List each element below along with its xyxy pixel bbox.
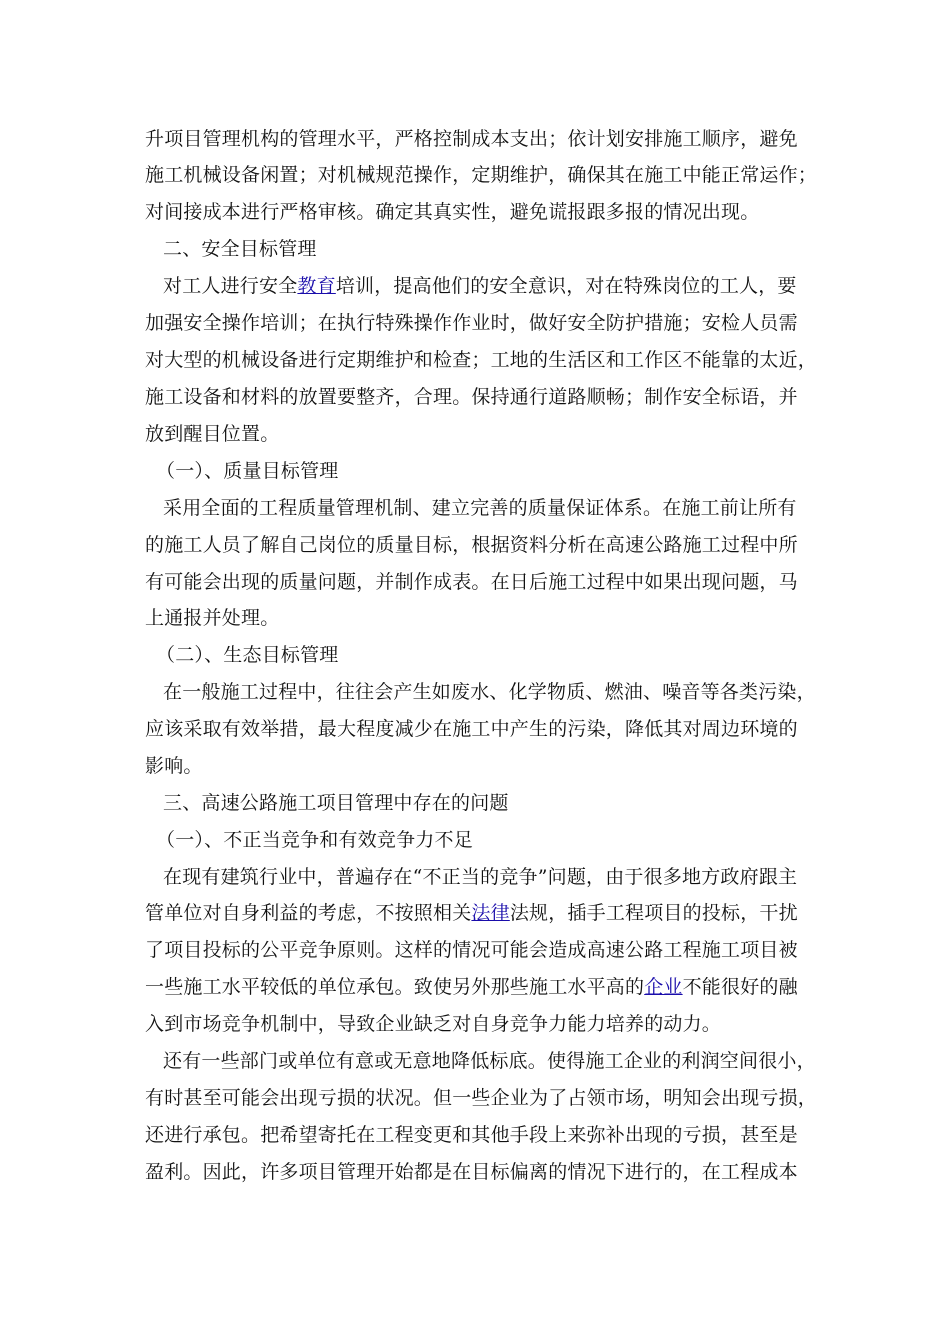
text-line: 施工机械设备闲置；对机械规范操作，定期维护，确保其在施工中能正常运作； xyxy=(145,164,818,186)
text-line xyxy=(145,898,798,925)
text-span: 法规，插手工程项目的投标，干扰 xyxy=(509,902,798,924)
text-line: 了项目投标的公平竞争原则。这样的情况可能会造成高速公路工程施工项目被 xyxy=(145,939,798,961)
text-line: 上通报并处理。 xyxy=(145,607,280,629)
text-span: 不能很好的融 xyxy=(682,976,798,998)
text-line: 施工设备和材料的放置要整齐，合理。保持通行道路顺畅；制作安全标语，并 xyxy=(145,386,798,408)
text-span: 管单位对自身利益的考虑，不按照相关 xyxy=(145,902,472,924)
text-line: 盈利。因此，许多项目管理开始都是在目标偏离的情况下进行的，在工程成本 xyxy=(145,1161,798,1183)
text-line xyxy=(163,271,797,298)
text-line: 对间接成本进行严格审核。确定其真实性，避免谎报跟多报的情况出现。 xyxy=(145,201,760,223)
text-line: 入到市场竞争机制中，导致企业缺乏对自身竞争力能力培养的动力。 xyxy=(145,1013,722,1035)
subsection-heading: （一）、质量目标管理 xyxy=(156,460,339,482)
text-line: 在现有建筑行业中，普遍存在“不正当的竞争”问题，由于很多地方政府跟主 xyxy=(163,866,798,888)
text-line: 还有一些部门或单位有意或无意地降低标底。使得施工企业的利润空间很小， xyxy=(163,1050,816,1072)
text-line: 对大型的机械设备进行定期维护和检查；工地的生活区和工作区不能靠的太近， xyxy=(145,349,818,371)
link-enterprise[interactable]: 企业 xyxy=(644,976,683,998)
text-span: 对工人进行安全 xyxy=(163,275,298,297)
text-line: 采用全面的工程质量管理机制、建立完善的质量保证体系。在施工前让所有 xyxy=(163,497,797,519)
text-line: 升项目管理机构的管理水平，严格控制成本支出；依计划安排施工顺序，避免 xyxy=(145,128,798,150)
text-span: 一些施工水平较低的单位承包。致使另外那些施工水平高的 xyxy=(145,976,645,998)
text-line: 影响。 xyxy=(145,755,203,777)
subsection-heading: （一）、不正当竞争和有效竞争力不足 xyxy=(156,829,473,851)
text-line: 放到醒目位置。 xyxy=(145,423,280,445)
text-line: 有时甚至可能会出现亏损的状况。但一些企业为了占领市场，明知会出现亏损， xyxy=(145,1087,818,1109)
subsection-heading: （二）、生态目标管理 xyxy=(156,644,339,666)
text-line: 在一般施工过程中，往往会产生如废水、化学物质、燃油、噪音等各类污染， xyxy=(163,681,816,703)
text-line: 应该采取有效举措，最大程度减少在施工中产生的污染，降低其对周边环境的 xyxy=(145,718,798,740)
text-span: 培训，提高他们的安全意识，对在特殊岗位的工人，要 xyxy=(335,275,797,297)
text-line: 的施工人员了解自己岗位的质量目标，根据资料分析在高速公路施工过程中所 xyxy=(145,534,798,556)
link-education[interactable]: 教育 xyxy=(297,275,336,297)
link-law[interactable]: 法律 xyxy=(471,902,510,924)
section-heading: 三、高速公路施工项目管理中存在的问题 xyxy=(163,792,509,814)
section-heading: 二、安全目标管理 xyxy=(163,238,317,260)
text-line: 有可能会出现的质量问题，并制作成表。在日后施工过程中如果出现问题，马 xyxy=(145,571,798,593)
text-line: 还进行承包。把希望寄托在工程变更和其他手段上来弥补出现的亏损，甚至是 xyxy=(145,1124,798,1146)
text-line: 加强安全操作培训；在执行特殊操作作业时，做好安全防护措施；安检人员需 xyxy=(145,312,798,334)
text-line xyxy=(145,972,798,999)
